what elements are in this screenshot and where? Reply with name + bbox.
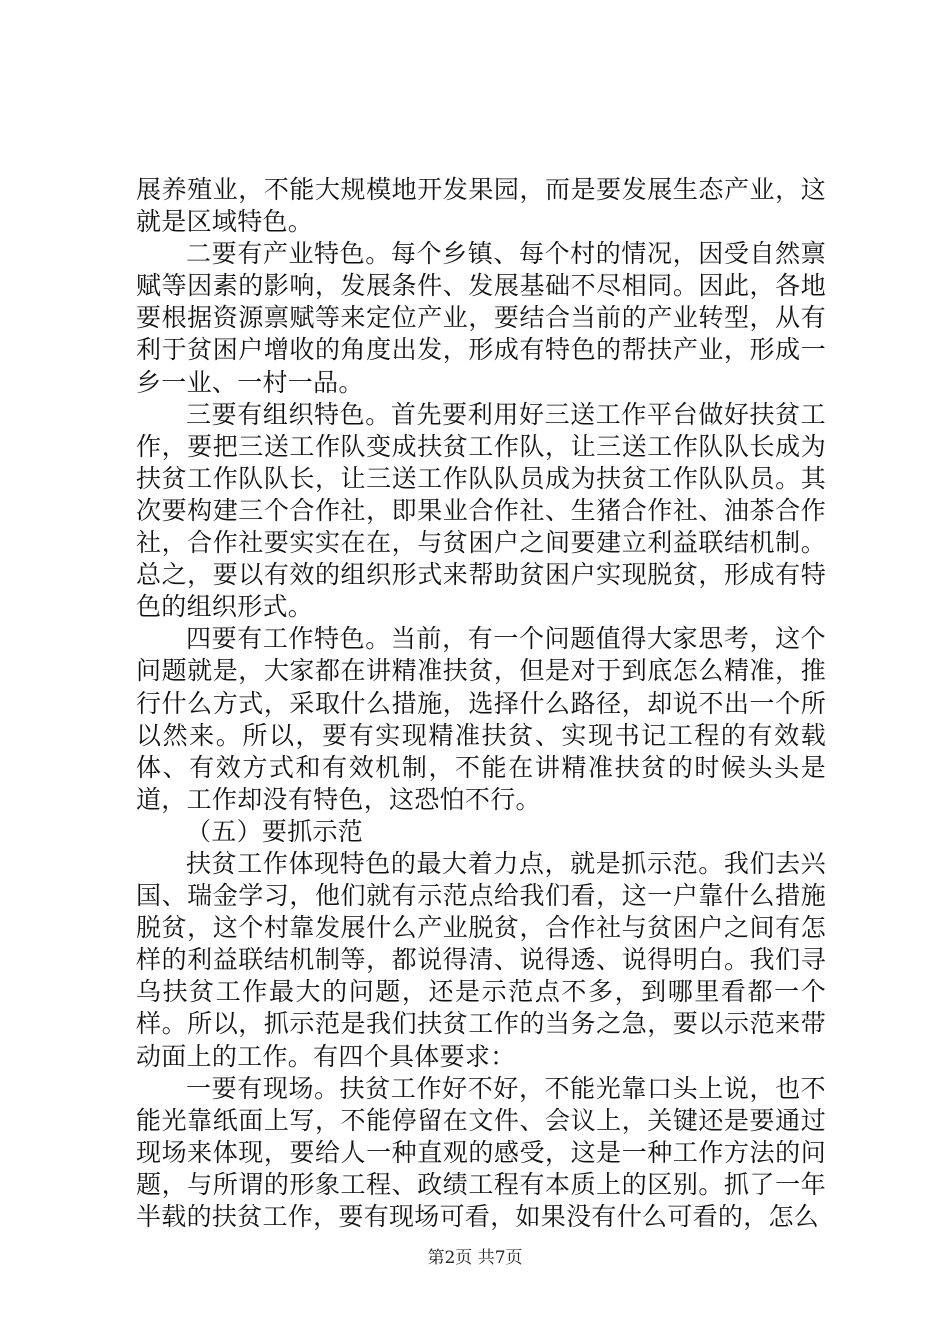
document-body: [136, 174, 826, 1233]
paragraph-1: 展养殖业，不能大规模地开发果园，而是要发展生态产业，这就是区域特色。: [136, 175, 826, 237]
paragraph-2: 二要有产业特色。每个乡镇、每个村的情况，因受自然禀赋等因素的影响，发展条件、发展基础不尽相同。因此，各地要根据资源禀赋等来定位产业，要结合当前的产业转型，从有利于贫困户增收的角度出发，形成有特色的帮扶产业，形成一乡一业、一村一品。: [136, 239, 826, 397]
section-heading: （五）要抓示范: [186, 816, 364, 846]
paragraph-4: 四要有工作特色。当前，有一个问题值得大家思考，这个问题就是，大家都在讲精准扶贫，但是对于到底怎么精准，推行什么方式，采取什么措施，选择什么路径，却说不出一个所以然来。所以，要有实现精准扶贫、实现书记工程的有效载体、有效方式和有效机制，不能在讲精准扶贫的时候头头是道，工作却没有特色，这恐怕不行。: [136, 624, 826, 814]
page-footer: 第2页 共7页: [427, 1248, 523, 1268]
paragraph-5: 扶贫工作体现特色的最大着力点，就是抓示范。我们去兴国、瑞金学习，他们就有示范点给我们看，这一户靠什么措施脱贫，这个村靠发展什么产业脱贫，合作社与贫困户之间有怎样的利益联结机制等，都说得清、说得透、说得明白。我们寻乌扶贫工作最大的问题，还是示范点不多，到哪里看都一个样。所以，抓示范是我们扶贫工作的当务之急，要以示范来带动面上的工作。有四个具体要求：: [136, 848, 826, 1071]
paragraph-6: 一要有现场。扶贫工作好不好，不能光靠口头上说，也不能光靠纸面上写，不能停留在文件、会议上，关键还是要通过现场来体现，要给人一种直观的感受，这是一种工作方法的问题，与所谓的形象工程、政绩工程有本质上的区别。抓了一年半载的扶贫工作，要有现场可看，如果没有什么可看的，怎么: [136, 1073, 826, 1231]
paragraph-3: 三要有组织特色。首先要利用好三送工作平台做好扶贫工作，要把三送工作队变成扶贫工作队，让三送工作队队长成为扶贫工作队队长，让三送工作队队员成为扶贫工作队队员。其次要构建三个合作社，即果业合作社、生猪合作社、油茶合作社，合作社要实实在在，与贫困户之间要建立利益联结机制。总之，要以有效的组织形式来帮助贫困户实现脱贫，形成有特色的组织形式。: [136, 399, 826, 622]
